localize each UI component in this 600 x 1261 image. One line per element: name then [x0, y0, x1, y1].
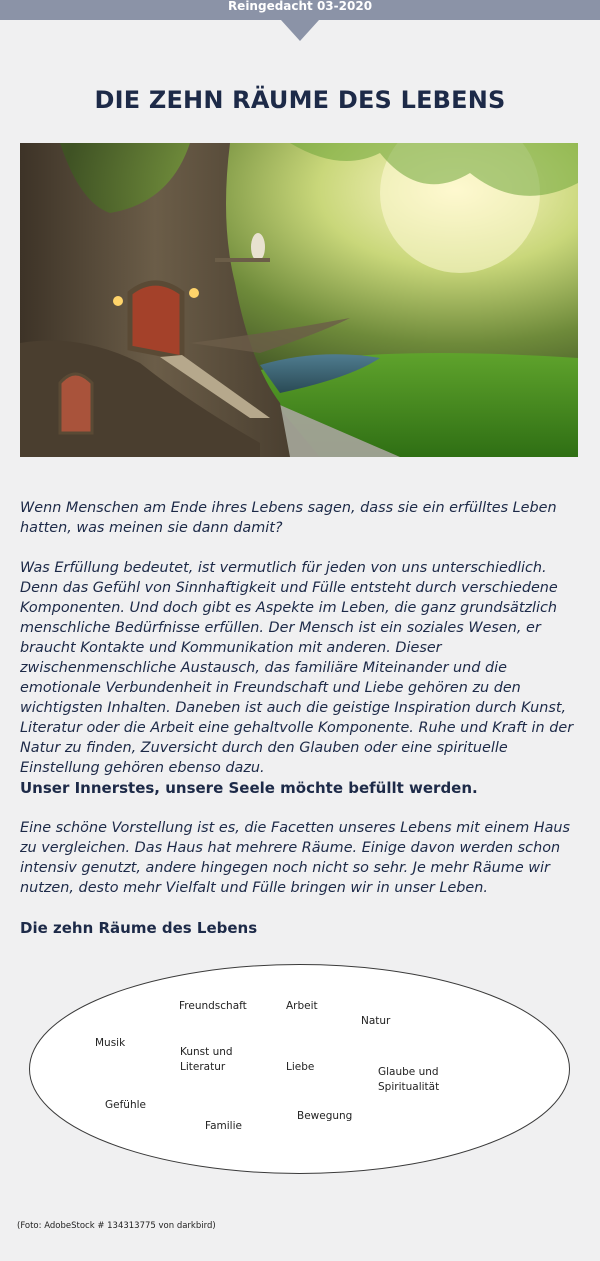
rooms-diagram: [28, 963, 571, 1175]
photo-credit: (Foto: AdobeStock # 134313775 von darkbird): [17, 1221, 216, 1231]
room-arbeit: Arbeit: [286, 1000, 318, 1012]
subheading-rooms: Die zehn Räume des Lebens: [20, 919, 258, 937]
room-glaube-spiritualitaet: Glaube und Spiritualität: [378, 1066, 440, 1093]
room-freundschaft: Freundschaft: [179, 1000, 247, 1012]
room-gefuehle: Gefühle: [105, 1099, 146, 1111]
issue-header-bar: [0, 0, 600, 20]
room-kunst-literatur: Kunst und Literatur: [180, 1046, 233, 1073]
room-familie: Familie: [205, 1120, 242, 1132]
room-musik: Musik: [95, 1037, 126, 1049]
hero-image: [20, 143, 578, 457]
subheading-soul: Unser Innerstes, unsere Seele möchte befüllt werden.: [20, 779, 478, 797]
tree-house-illustration: [20, 143, 578, 457]
room-liebe: Liebe: [286, 1061, 315, 1073]
room-natur: Natur: [361, 1015, 391, 1027]
paragraph-2: Eine schöne Vorstellung ist es, die Facetten unseres Lebens mit einem Haus zu vergleichen. Das Haus hat mehrere Räume. Einige davon werden schon intensiv genutzt, andere hingegen noch nicht so sehr. Je mehr Räume wir nutzen, desto mehr Vielfalt und Fülle bringen wir in unser Leben.: [20, 820, 571, 896]
paragraph-1: Was Erfüllung bedeutet, ist vermutlich für jeden von uns unterschiedlich. Denn das Gefühl von Sinnhaftigkeit und Fülle entsteht durch verschiedene Komponenten. Und doch gibt es Aspekte im Leben, die ganz grundsätzlich menschliche Bedürfnisse erfüllen. Der Mensch ist ein soziales Wesen, er braucht Kontakte und Kommunikation mit anderen. Dieser zwischenmenschliche Austausch, das familiäre Miteinander und die emotionale Verbundenheit in Freundschaft und Liebe gehören zu den wichtigsten Inhalten. Daneben ist auch die geistige Inspiration durch Kunst, Literatur oder die Arbeit eine gehaltvolle Komponente. Ruhe und Kraft in der Natur zu finden, Zuversicht durch den Glauben oder eine spirituelle Einstellung gehören ebenso dazu.: [20, 560, 574, 776]
header-arrow: [281, 20, 319, 41]
page-title: DIE ZEHN RÄUME DES LEBENS: [94, 86, 506, 114]
intro-question: Wenn Menschen am Ende ihres Lebens sagen, dass sie ein erfülltes Leben hatten, was meinen sie dann damit?: [20, 500, 557, 536]
room-bewegung: Bewegung: [297, 1110, 353, 1122]
issue-label: Reingedacht 03-2020: [227, 0, 373, 13]
